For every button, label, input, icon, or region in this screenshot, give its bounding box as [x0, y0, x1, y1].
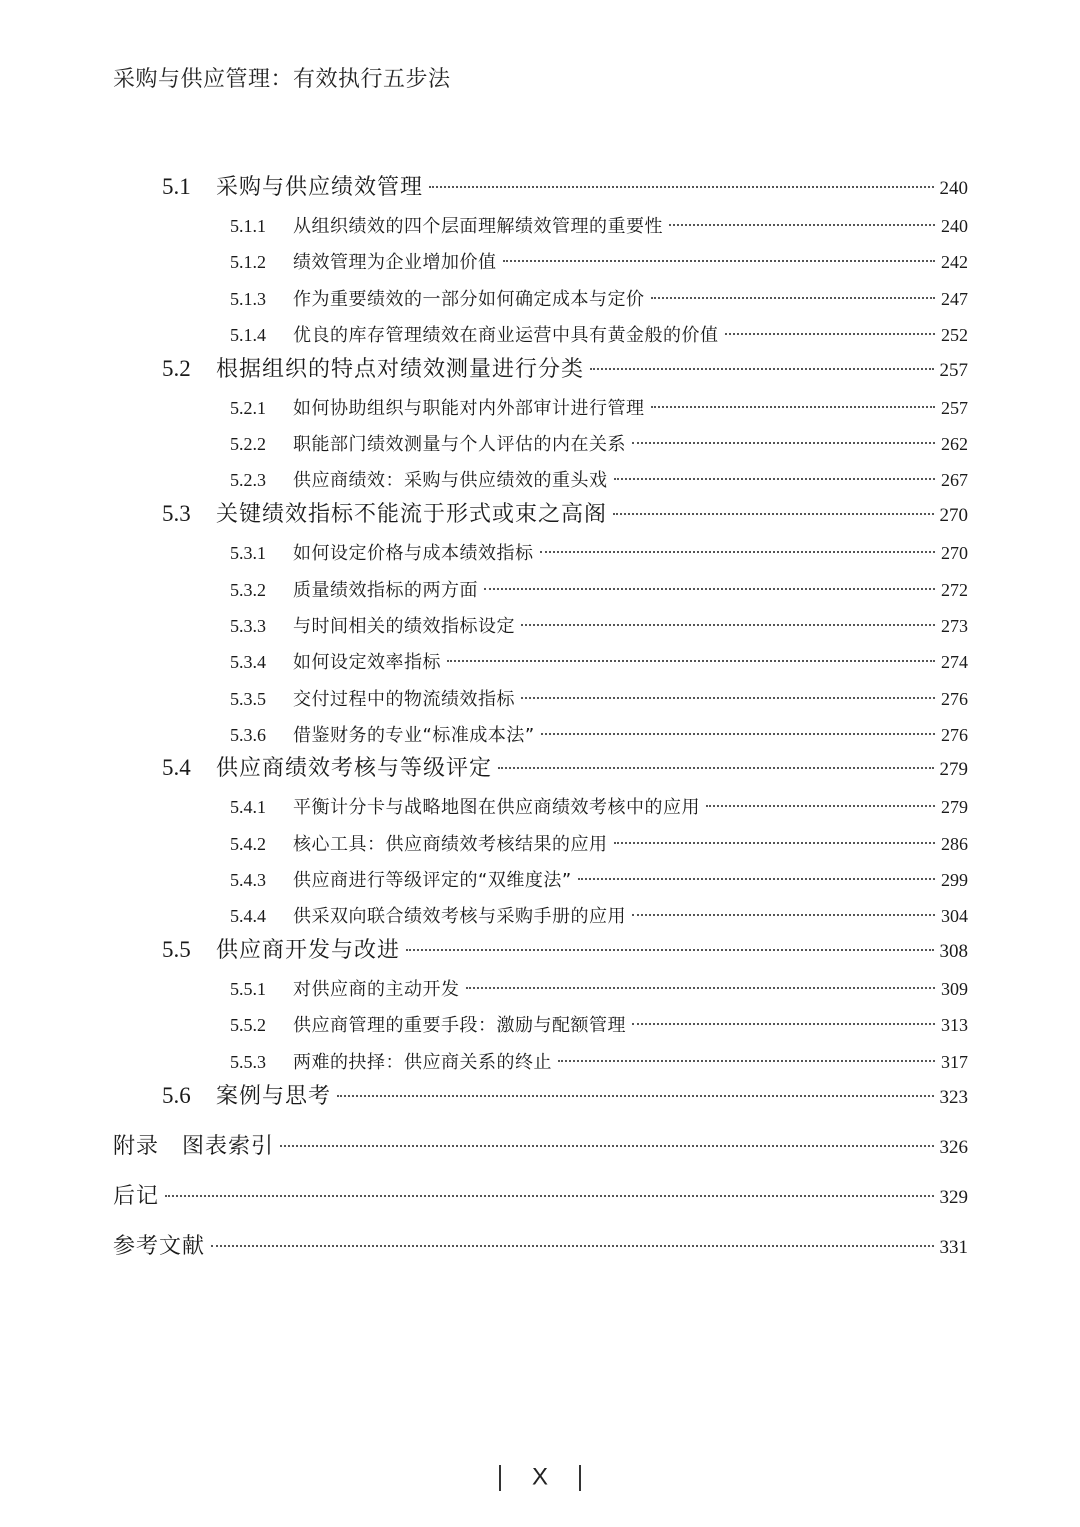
subsection-number: 5.3.1 — [230, 543, 266, 563]
subsection-number: 5.3.2 — [230, 580, 266, 600]
section-number: 5.4 — [162, 755, 191, 780]
subsection-number: 5.2.1 — [230, 398, 266, 418]
dot-leader — [614, 478, 936, 480]
subsection-title: 优良的库存管理绩效在商业运营中具有黄金般的价值 — [293, 325, 719, 346]
section-number: 5.5 — [162, 937, 191, 962]
subsection-title: 如何协助组织与职能对内外部审计进行管理 — [293, 398, 645, 419]
page-number: 276 — [941, 725, 968, 745]
subsection-number: 5.4.2 — [230, 834, 266, 854]
subsection-title: 供采双向联合绩效考核与采购手册的应用 — [293, 906, 626, 927]
section-number: 5.1 — [162, 174, 191, 199]
page-number: 242 — [941, 252, 968, 272]
subsection-number: 5.2.2 — [230, 434, 266, 454]
subsection-title: 供应商进行等级评定的“双维度法” — [293, 870, 572, 891]
subsection-title: 如何设定价格与成本绩效指标 — [293, 543, 534, 564]
page-number: 326 — [939, 1137, 968, 1158]
subsection-title: 供应商绩效：采购与供应绩效的重头戏 — [293, 470, 608, 491]
page-number: 267 — [941, 470, 968, 490]
page-number: 309 — [941, 979, 968, 999]
toc-subsection-5-3-2[interactable] — [230, 576, 968, 602]
page-number: 247 — [941, 289, 968, 309]
subsection-title: 平衡计分卡与战略地图在供应商绩效考核中的应用 — [293, 797, 700, 818]
toc-subsection-5-1-1[interactable] — [230, 212, 968, 238]
section-title: 采购与供应绩效管理 — [216, 175, 424, 200]
toc-section-5-2[interactable] — [162, 352, 968, 383]
subsection-number: 5.4.3 — [230, 870, 266, 890]
page-number: 279 — [939, 759, 968, 780]
folio-number: X — [531, 1463, 548, 1491]
page-number: 274 — [941, 652, 968, 672]
toc-section-5-5[interactable] — [162, 933, 968, 964]
subsection-title: 与时间相关的绩效指标设定 — [293, 616, 515, 637]
page-number: 308 — [939, 941, 968, 962]
section-number: 5.2 — [162, 356, 191, 381]
section-title: 案例与思考 — [216, 1084, 332, 1109]
toc-subsection-5-1-2[interactable] — [230, 248, 968, 274]
toc-subsection-5-3-4[interactable] — [230, 648, 968, 674]
toc-section-5-1[interactable] — [162, 170, 968, 201]
page-number: 299 — [941, 870, 968, 890]
page-number: 262 — [941, 434, 968, 454]
subsection-number: 5.1.3 — [230, 289, 266, 309]
subsection-title: 供应商管理的重要手段：激励与配额管理 — [293, 1015, 626, 1036]
subsection-title: 质量绩效指标的两方面 — [293, 580, 478, 601]
dot-leader — [466, 987, 936, 989]
dot-leader — [503, 260, 936, 262]
subsection-title: 两难的抉择：供应商关系的终止 — [293, 1052, 552, 1073]
dot-leader — [165, 1195, 933, 1197]
page-number: 276 — [941, 689, 968, 709]
subsection-number: 5.5.2 — [230, 1015, 266, 1035]
toc-appendix-figure-index[interactable] — [113, 1129, 968, 1160]
subsection-number: 5.1.1 — [230, 216, 266, 236]
section-title: 关键绩效指标不能流于形式或束之高阁 — [216, 502, 608, 527]
subsection-number: 5.3.5 — [230, 689, 266, 709]
subsection-number: 5.5.3 — [230, 1052, 266, 1072]
dot-leader — [632, 1023, 935, 1025]
toc-subsection-5-5-1[interactable] — [230, 975, 968, 1001]
toc-subsection-5-3-6[interactable] — [230, 721, 968, 747]
dot-leader — [211, 1245, 933, 1247]
running-head: 采购与供应管理：有效执行五步法 — [113, 67, 451, 92]
page-number: 329 — [939, 1187, 968, 1208]
dot-leader — [578, 878, 935, 880]
toc-subsection-5-1-4[interactable] — [230, 321, 968, 347]
toc-subsection-5-2-2[interactable] — [230, 430, 968, 456]
subsection-number: 5.4.4 — [230, 906, 266, 926]
page-number: 270 — [941, 543, 968, 563]
dot-leader — [632, 442, 935, 444]
subsection-number: 5.5.1 — [230, 979, 266, 999]
dot-leader — [706, 805, 935, 807]
subsection-title: 作为重要绩效的一部分如何确定成本与定价 — [293, 289, 645, 310]
page-number: 273 — [941, 616, 968, 636]
page-number: 270 — [939, 505, 968, 526]
toc-subsection-5-3-1[interactable] — [230, 539, 968, 565]
subsection-number: 5.3.3 — [230, 616, 266, 636]
subsection-title: 对供应商的主动开发 — [293, 979, 460, 1000]
dot-leader — [651, 406, 936, 408]
dot-leader — [725, 333, 936, 335]
subsection-title: 交付过程中的物流绩效指标 — [293, 689, 515, 710]
toc-section-5-6[interactable] — [162, 1079, 968, 1110]
toc-subsection-5-2-3[interactable] — [230, 466, 968, 492]
section-number: 5.3 — [162, 501, 191, 526]
back-matter-title: 后记 — [113, 1184, 160, 1209]
toc-subsection-5-4-3[interactable] — [230, 866, 968, 892]
page-number: 279 — [941, 797, 968, 817]
section-title: 根据组织的特点对绩效测量进行分类 — [216, 357, 585, 382]
dot-leader — [280, 1145, 933, 1147]
toc-subsection-5-4-2[interactable] — [230, 830, 968, 856]
subsection-title: 职能部门绩效测量与个人评估的内在关系 — [293, 434, 626, 455]
page-number: 323 — [939, 1087, 968, 1108]
folio-right-bar — [579, 1465, 581, 1491]
dot-leader — [521, 624, 935, 626]
toc-subsection-5-1-3[interactable] — [230, 285, 968, 311]
dot-leader — [541, 733, 935, 735]
toc-subsection-5-2-1[interactable] — [230, 394, 968, 420]
back-matter-title: 参考文献 — [113, 1234, 206, 1259]
subsection-title: 从组织绩效的四个层面理解绩效管理的重要性 — [293, 216, 663, 237]
dot-leader — [498, 767, 933, 769]
subsection-number: 5.3.6 — [230, 725, 266, 745]
section-number: 5.6 — [162, 1083, 191, 1108]
toc-subsection-5-4-4[interactable] — [230, 902, 968, 928]
dot-leader — [540, 551, 936, 553]
page-number: 240 — [941, 216, 968, 236]
page-number: 257 — [941, 398, 968, 418]
page-number: 313 — [941, 1015, 968, 1035]
toc-subsection-5-4-1[interactable] — [230, 793, 968, 819]
subsection-number: 5.4.1 — [230, 797, 266, 817]
subsection-title: 如何设定效率指标 — [293, 652, 441, 673]
dot-leader — [614, 842, 936, 844]
dot-leader — [429, 186, 933, 188]
dot-leader — [337, 1095, 933, 1097]
dot-leader — [632, 914, 935, 916]
page-number: 331 — [939, 1237, 968, 1258]
toc-references[interactable] — [113, 1229, 968, 1260]
dot-leader — [406, 949, 933, 951]
dot-leader — [447, 660, 935, 662]
toc-section-5-3[interactable] — [162, 497, 968, 528]
subsection-number: 5.3.4 — [230, 652, 266, 672]
dot-leader — [651, 297, 936, 299]
section-title: 供应商开发与改进 — [216, 938, 401, 963]
dot-leader — [521, 697, 935, 699]
page-folio — [0, 1463, 1080, 1492]
toc-afterword[interactable] — [113, 1179, 968, 1210]
page-number: 317 — [941, 1052, 968, 1072]
toc-section-5-4[interactable] — [162, 751, 968, 782]
page-number: 252 — [941, 325, 968, 345]
folio-left-bar — [499, 1465, 501, 1491]
subsection-title: 借鉴财务的专业“标准成本法” — [293, 725, 535, 746]
dot-leader — [558, 1060, 935, 1062]
page-number: 272 — [941, 580, 968, 600]
dot-leader — [613, 513, 933, 515]
page-number: 257 — [939, 360, 968, 381]
subsection-title: 绩效管理为企业增加价值 — [293, 252, 497, 273]
page-number: 240 — [939, 178, 968, 199]
subsection-title: 核心工具：供应商绩效考核结果的应用 — [293, 834, 608, 855]
back-matter-title: 附录 图表索引 — [113, 1134, 275, 1159]
dot-leader — [590, 368, 933, 370]
subsection-number: 5.2.3 — [230, 470, 266, 490]
dot-leader — [484, 588, 935, 590]
subsection-number: 5.1.4 — [230, 325, 266, 345]
toc-subsection-5-5-3[interactable] — [230, 1048, 968, 1074]
dot-leader — [669, 224, 935, 226]
toc-subsection-5-3-3[interactable] — [230, 612, 968, 638]
page-number: 286 — [941, 834, 968, 854]
section-title: 供应商绩效考核与等级评定 — [216, 756, 493, 781]
toc-subsection-5-5-2[interactable] — [230, 1011, 968, 1037]
page-number: 304 — [941, 906, 968, 926]
subsection-number: 5.1.2 — [230, 252, 266, 272]
toc-subsection-5-3-5[interactable] — [230, 685, 968, 711]
